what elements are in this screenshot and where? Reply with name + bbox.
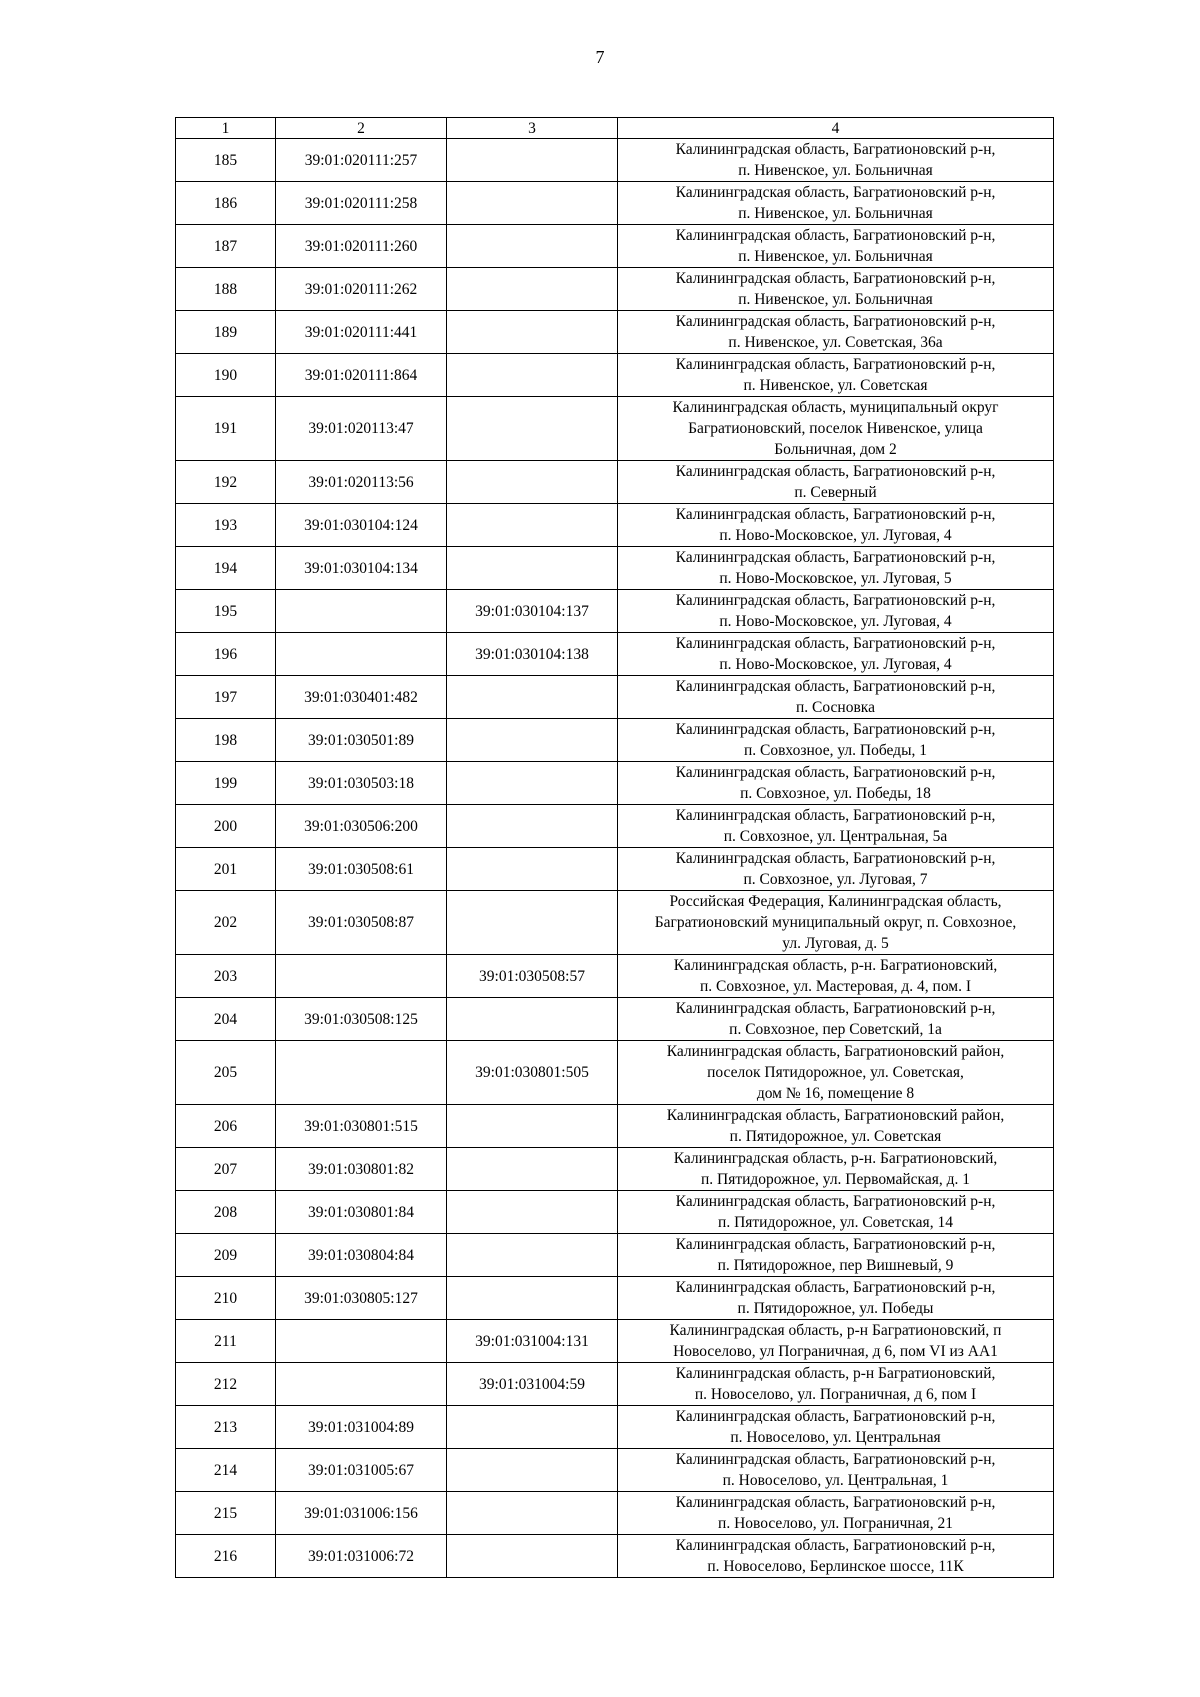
cadastral-number: 39:01:030804:84 [276, 1234, 447, 1277]
premises-cadastral-number [447, 805, 618, 848]
address-line: п. Сосновка [796, 699, 875, 716]
row-number: 188 [176, 268, 276, 311]
premises-cadastral-number [447, 225, 618, 268]
row-number: 210 [176, 1277, 276, 1320]
premises-cadastral-number [447, 461, 618, 504]
address-line: Багратионовский, поселок Нивенское, улица [688, 420, 983, 437]
cadastral-number: 39:01:020113:47 [276, 397, 447, 461]
table-row [176, 397, 1054, 461]
row-number: 190 [176, 354, 276, 397]
cadastral-number: 39:01:030801:515 [276, 1105, 447, 1148]
address-line: Новоселово, ул Пограничная, д 6, пом VI из АА1 [673, 1343, 998, 1360]
address-line: Калининградская область, р-н. Багратионовский, [673, 957, 998, 974]
address-line: Калининградская область, Багратионовский р-н, [675, 850, 996, 867]
row-number: 203 [176, 955, 276, 998]
address-cell [618, 268, 1054, 311]
table-row [176, 848, 1054, 891]
address-line: п. Совхозное, ул. Победы, 1 [743, 742, 927, 759]
registry-body [176, 118, 1054, 1578]
address-line: Калининградская область, р-н Багратионовский, [675, 1365, 996, 1382]
premises-cadastral-number [447, 1191, 618, 1234]
table-row [176, 139, 1054, 182]
address-line: Калининградская область, Багратионовский район, [666, 1043, 1005, 1060]
address-cell [618, 848, 1054, 891]
row-number: 216 [176, 1535, 276, 1578]
cadastral-number: 39:01:030805:127 [276, 1277, 447, 1320]
cadastral-number: 39:01:020113:56 [276, 461, 447, 504]
address-cell [618, 1041, 1054, 1105]
address-line: Калининградская область, Багратионовский р-н, [675, 1000, 996, 1017]
cadastral-number: 39:01:020111:260 [276, 225, 447, 268]
address-line: п. Нивенское, ул. Больничная [738, 162, 933, 179]
address-cell [618, 1492, 1054, 1535]
address-cell [618, 1191, 1054, 1234]
cadastral-number: 39:01:020111:257 [276, 139, 447, 182]
address-cell [618, 1234, 1054, 1277]
premises-cadastral-number: 39:01:030104:137 [447, 590, 618, 633]
address-line: Калининградская область, Багратионовский р-н, [675, 506, 996, 523]
address-cell [618, 955, 1054, 998]
address-line: п. Пятидорожное, ул. Победы [737, 1300, 934, 1317]
header-cell-4: 4 [618, 118, 1054, 139]
address-cell [618, 1449, 1054, 1492]
address-cell [618, 1105, 1054, 1148]
table-row [176, 1363, 1054, 1406]
premises-cadastral-number [447, 998, 618, 1041]
table-row [176, 955, 1054, 998]
row-number: 207 [176, 1148, 276, 1191]
row-number: 199 [176, 762, 276, 805]
table-row [176, 1191, 1054, 1234]
address-line: Российская Федерация, Калининградская область, [669, 893, 1002, 910]
cadastral-number [276, 1320, 447, 1363]
premises-cadastral-number [447, 1535, 618, 1578]
cadastral-number: 39:01:020111:258 [276, 182, 447, 225]
premises-cadastral-number [447, 268, 618, 311]
table-row [176, 762, 1054, 805]
table-row [176, 182, 1054, 225]
address-line: Калининградская область, Багратионовский р-н, [675, 1236, 996, 1253]
row-number: 208 [176, 1191, 276, 1234]
address-line: п. Пятидорожное, пер Вишневый, 9 [717, 1257, 954, 1274]
premises-cadastral-number [447, 762, 618, 805]
premises-cadastral-number [447, 1277, 618, 1320]
address-line: п. Нивенское, ул. Больничная [738, 291, 933, 308]
premises-cadastral-number [447, 891, 618, 955]
address-cell [618, 182, 1054, 225]
address-line: п. Новоселово, ул. Пограничная, д 6, пом I [694, 1386, 977, 1403]
address-cell [618, 633, 1054, 676]
premises-cadastral-number [447, 139, 618, 182]
address-line: Калининградская область, Багратионовский р-н, [675, 764, 996, 781]
address-line: п. Совхозное, ул. Центральная, 5а [723, 828, 948, 845]
address-line: Калининградская область, Багратионовский р-н, [675, 1494, 996, 1511]
address-line: Багратионовский муниципальный округ, п. Совхозное, [654, 914, 1017, 931]
row-number: 194 [176, 547, 276, 590]
row-number: 205 [176, 1041, 276, 1105]
page-number: 7 [595, 47, 605, 67]
address-line: п. Ново-Московское, ул. Луговая, 4 [719, 656, 952, 673]
table-row [176, 1277, 1054, 1320]
address-line: п. Новоселово, Берлинское шоссе, 11К [707, 1558, 964, 1575]
address-line: Калининградская область, р-н Багратионовский, п [669, 1322, 1002, 1339]
address-line: Калининградская область, Багратионовский р-н, [675, 678, 996, 695]
table-row [176, 676, 1054, 719]
address-line: п. Нивенское, ул. Больничная [738, 248, 933, 265]
premises-cadastral-number [447, 354, 618, 397]
address-line: Калининградская область, Багратионовский р-н, [675, 141, 996, 158]
cadastral-number: 39:01:020111:864 [276, 354, 447, 397]
address-line: п. Пятидорожное, ул. Первомайская, д. 1 [700, 1171, 970, 1188]
table-row [176, 225, 1054, 268]
table-row [176, 311, 1054, 354]
address-line: Больничная, дом 2 [774, 441, 897, 458]
row-number: 195 [176, 590, 276, 633]
address-line: п. Пятидорожное, ул. Советская [729, 1128, 942, 1145]
address-line: п. Совхозное, ул. Мастеровая, д. 4, пом. I [699, 978, 972, 995]
cadastral-number: 39:01:031005:67 [276, 1449, 447, 1492]
address-line: Калининградская область, Багратионовский р-н, [675, 549, 996, 566]
premises-cadastral-number [447, 397, 618, 461]
address-cell [618, 676, 1054, 719]
header-cell-2: 2 [276, 118, 447, 139]
row-number: 189 [176, 311, 276, 354]
row-number: 187 [176, 225, 276, 268]
address-line: Калининградская область, Багратионовский р-н, [675, 1537, 996, 1554]
cadastral-number: 39:01:030104:134 [276, 547, 447, 590]
premises-cadastral-number: 39:01:031004:131 [447, 1320, 618, 1363]
cadastral-number: 39:01:030104:124 [276, 504, 447, 547]
table-row [176, 891, 1054, 955]
address-line: п. Ново-Московское, ул. Луговая, 4 [719, 527, 952, 544]
address-line: Калининградская область, Багратионовский р-н, [675, 1193, 996, 1210]
table-row [176, 1320, 1054, 1363]
table-row [176, 1041, 1054, 1105]
premises-cadastral-number [447, 1105, 618, 1148]
table-row [176, 268, 1054, 311]
cadastral-number: 39:01:020111:441 [276, 311, 447, 354]
table-row [176, 1449, 1054, 1492]
cadastral-number: 39:01:030503:18 [276, 762, 447, 805]
address-line: Калининградская область, Багратионовский р-н, [675, 807, 996, 824]
address-line: п. Новоселово, ул. Центральная [730, 1429, 941, 1446]
table-row [176, 354, 1054, 397]
address-line: Калининградская область, муниципальный округ [672, 399, 999, 416]
premises-cadastral-number [447, 1492, 618, 1535]
address-cell [618, 1406, 1054, 1449]
address-line: п. Нивенское, ул. Советская, 36а [728, 334, 943, 351]
premises-cadastral-number [447, 182, 618, 225]
table-row [176, 1234, 1054, 1277]
premises-cadastral-number [447, 311, 618, 354]
row-number: 211 [176, 1320, 276, 1363]
row-number: 191 [176, 397, 276, 461]
address-line: п. Пятидорожное, ул. Советская, 14 [718, 1214, 953, 1231]
address-line: поселок Пятидорожное, ул. Советская, [707, 1064, 964, 1081]
cadastral-number: 39:01:020111:262 [276, 268, 447, 311]
table-row [176, 633, 1054, 676]
address-cell [618, 805, 1054, 848]
table-row [176, 547, 1054, 590]
address-line: п. Ново-Московское, ул. Луговая, 5 [719, 570, 952, 587]
cadastral-number: 39:01:030801:82 [276, 1148, 447, 1191]
address-line: Калининградская область, Багратионовский р-н, [675, 721, 996, 738]
table-row [176, 461, 1054, 504]
row-number: 213 [176, 1406, 276, 1449]
premises-cadastral-number: 39:01:030508:57 [447, 955, 618, 998]
address-line: п. Совхозное, ул. Луговая, 7 [743, 871, 928, 888]
row-number: 202 [176, 891, 276, 955]
row-number: 206 [176, 1105, 276, 1148]
premises-cadastral-number [447, 547, 618, 590]
address-line: Калининградская область, р-н. Багратионовский, [673, 1150, 998, 1167]
premises-cadastral-number: 39:01:030801:505 [447, 1041, 618, 1105]
address-cell [618, 762, 1054, 805]
cadastral-number: 39:01:030508:87 [276, 891, 447, 955]
address-cell [618, 1535, 1054, 1578]
address-line: Калининградская область, Багратионовский р-н, [675, 313, 996, 330]
address-line: п. Северный [794, 484, 877, 501]
premises-cadastral-number: 39:01:030104:138 [447, 633, 618, 676]
cadastral-number: 39:01:031006:156 [276, 1492, 447, 1535]
address-cell [618, 1148, 1054, 1191]
row-number: 193 [176, 504, 276, 547]
table-row [176, 719, 1054, 762]
table-row [176, 1105, 1054, 1148]
address-cell [618, 504, 1054, 547]
premises-cadastral-number [447, 1449, 618, 1492]
row-number: 185 [176, 139, 276, 182]
table-row [176, 1492, 1054, 1535]
row-number: 209 [176, 1234, 276, 1277]
address-cell [618, 547, 1054, 590]
row-number: 192 [176, 461, 276, 504]
table-row [176, 805, 1054, 848]
row-number: 198 [176, 719, 276, 762]
header-cell-3: 3 [447, 118, 618, 139]
address-cell [618, 998, 1054, 1041]
row-number: 201 [176, 848, 276, 891]
address-cell [618, 590, 1054, 633]
table-row [176, 998, 1054, 1041]
address-line: п. Нивенское, ул. Советская [743, 377, 928, 394]
row-number: 215 [176, 1492, 276, 1535]
address-cell [618, 397, 1054, 461]
address-cell [618, 354, 1054, 397]
registry-table [175, 117, 1054, 1578]
address-line: Калининградская область, Багратионовский р-н, [675, 356, 996, 373]
premises-cadastral-number [447, 719, 618, 762]
row-number: 212 [176, 1363, 276, 1406]
address-line: п. Новоселово, ул. Центральная, 1 [722, 1472, 949, 1489]
address-line: п. Новоселово, ул. Пограничная, 21 [718, 1515, 953, 1532]
address-line: п. Нивенское, ул. Больничная [738, 205, 933, 222]
address-line: Калининградская область, Багратионовский р-н, [675, 227, 996, 244]
table-row [176, 1148, 1054, 1191]
address-line: Калининградская область, Багратионовский р-н, [675, 592, 996, 609]
address-line: Калининградская область, Багратионовский р-н, [675, 184, 996, 201]
cadastral-number: 39:01:030401:482 [276, 676, 447, 719]
header-row [176, 118, 1054, 139]
premises-cadastral-number [447, 504, 618, 547]
address-cell [618, 1277, 1054, 1320]
cadastral-number [276, 590, 447, 633]
cadastral-number [276, 1041, 447, 1105]
address-cell [618, 891, 1054, 955]
address-cell [618, 311, 1054, 354]
address-line: Калининградская область, Багратионовский р-н, [675, 1408, 996, 1425]
premises-cadastral-number: 39:01:031004:59 [447, 1363, 618, 1406]
premises-cadastral-number [447, 1406, 618, 1449]
address-cell [618, 225, 1054, 268]
address-line: дом № 16, помещение 8 [756, 1085, 915, 1102]
address-line: Калининградская область, Багратионовский район, [666, 1107, 1005, 1124]
premises-cadastral-number [447, 848, 618, 891]
cadastral-number [276, 1363, 447, 1406]
address-line: п. Ново-Московское, ул. Луговая, 4 [719, 613, 952, 630]
address-cell [618, 461, 1054, 504]
row-number: 214 [176, 1449, 276, 1492]
cadastral-number: 39:01:030801:84 [276, 1191, 447, 1234]
address-cell [618, 719, 1054, 762]
cadastral-number [276, 633, 447, 676]
premises-cadastral-number [447, 676, 618, 719]
row-number: 204 [176, 998, 276, 1041]
cadastral-number: 39:01:030506:200 [276, 805, 447, 848]
header-cell-1: 1 [176, 118, 276, 139]
address-cell [618, 1320, 1054, 1363]
address-cell [618, 139, 1054, 182]
row-number: 196 [176, 633, 276, 676]
cadastral-number: 39:01:030508:61 [276, 848, 447, 891]
cadastral-number: 39:01:030501:89 [276, 719, 447, 762]
address-cell [618, 1363, 1054, 1406]
cadastral-number: 39:01:030508:125 [276, 998, 447, 1041]
address-line: ул. Луговая, д. 5 [782, 935, 889, 952]
table-row [176, 590, 1054, 633]
table-row [176, 1535, 1054, 1578]
address-line: Калининградская область, Багратионовский р-н, [675, 635, 996, 652]
table-row [176, 504, 1054, 547]
premises-cadastral-number [447, 1148, 618, 1191]
premises-cadastral-number [447, 1234, 618, 1277]
cadastral-number [276, 955, 447, 998]
address-line: Калининградская область, Багратионовский р-н, [675, 463, 996, 480]
row-number: 186 [176, 182, 276, 225]
cadastral-number: 39:01:031004:89 [276, 1406, 447, 1449]
table-row [176, 1406, 1054, 1449]
row-number: 200 [176, 805, 276, 848]
address-line: Калининградская область, Багратионовский р-н, [675, 270, 996, 287]
address-line: Калининградская область, Багратионовский р-н, [675, 1451, 996, 1468]
address-line: п. Совхозное, пер Советский, 1а [729, 1021, 942, 1038]
address-line: Калининградская область, Багратионовский р-н, [675, 1279, 996, 1296]
cadastral-number: 39:01:031006:72 [276, 1535, 447, 1578]
address-line: п. Совхозное, ул. Победы, 18 [740, 785, 931, 802]
row-number: 197 [176, 676, 276, 719]
